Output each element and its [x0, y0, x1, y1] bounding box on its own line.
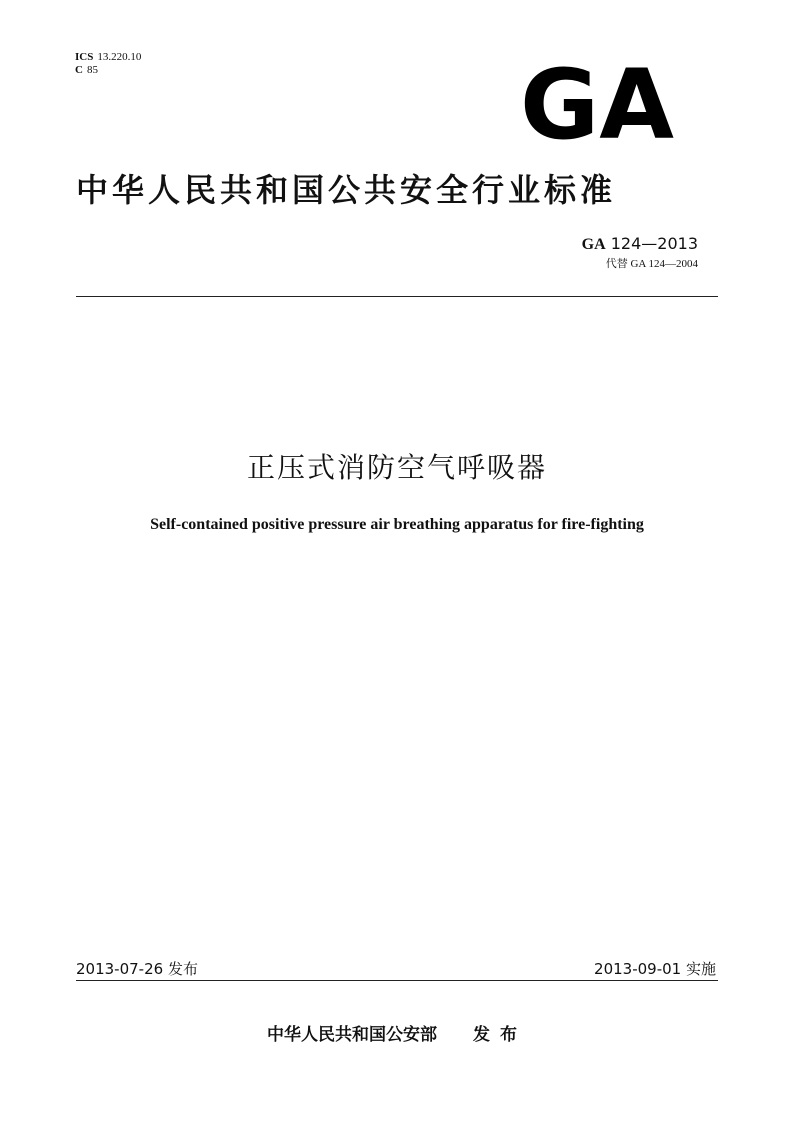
document-title-chinese: 正压式消防空气呼吸器	[246, 451, 547, 484]
publish-date: 2013-07-26 发布	[76, 960, 198, 978]
ics-label: ICS	[75, 51, 94, 63]
issuer-action: 发布	[473, 1025, 527, 1045]
effective-date: 2013-09-01 实施	[594, 960, 716, 978]
standard-code-number: 124—2013	[610, 234, 698, 253]
ga-logo	[520, 60, 674, 140]
ccs-code: 85	[86, 64, 98, 76]
ics-line	[75, 51, 141, 64]
standard-number	[582, 234, 698, 254]
standard-code-prefix: GA	[581, 236, 606, 253]
issuer-line	[0, 1020, 794, 1045]
logo-text: GA	[520, 60, 674, 140]
classification-codes	[75, 51, 141, 77]
top-divider	[76, 296, 718, 297]
document-title-english: Self-contained positive pressure air breathing apparatus for fire-fighting	[150, 516, 644, 533]
standard-category: 中华人民共和国公共安全行业标准	[76, 171, 617, 209]
ccs-label: C	[75, 64, 83, 76]
issuer-name: 中华人民共和国公安部	[267, 1025, 437, 1045]
ccs-line	[75, 64, 141, 77]
bottom-divider	[76, 980, 718, 981]
ics-code: 13.220.10	[97, 51, 142, 63]
replaces-standard: 代替 GA 124—2004	[605, 258, 698, 270]
